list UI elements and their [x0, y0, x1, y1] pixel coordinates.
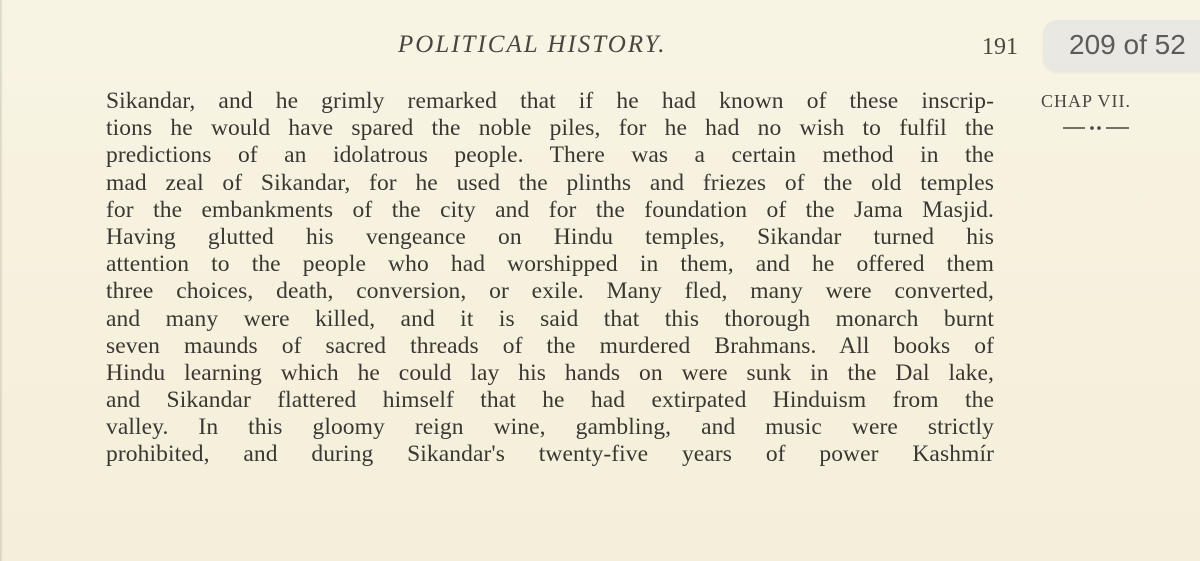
body-line: attention to the people who had worshipped in them, and he offered them: [106, 251, 994, 278]
body-line: for the embankments of the city and for the foundation of the Jama Masjid.: [106, 196, 994, 223]
page-edge-shadow: [0, 0, 3, 561]
body-line: valley. In this gloomy reign wine, gambling, and music were strictly: [106, 414, 994, 441]
chapter-margin-note: CHAP VII.: [1041, 91, 1132, 111]
page-indicator-overlay[interactable]: [1043, 20, 1200, 72]
body-line: seven maunds of sacred threads of the murdered Brahmans. All books of: [106, 332, 994, 359]
body-line: prohibited, and during Sikandar's twenty-five years of power Kashmír: [106, 441, 994, 468]
body-line: three choices, death, conversion, or exile. Many fled, many were converted,: [106, 278, 994, 305]
body-line: and many were killed, and it is said that this thorough monarch burnt: [106, 305, 994, 332]
body-line: mad zeal of Sikandar, for he used the plinths and friezes of the old temples: [106, 169, 994, 196]
page-indicator-text: 209 of 52: [1069, 29, 1186, 60]
body-line: Hindu learning which he could lay his hands on were sunk in the Dal lake,: [106, 359, 994, 386]
printed-page-number: 191: [982, 34, 1018, 60]
body-text: [106, 88, 994, 469]
running-title: POLITICAL HISTORY.: [398, 31, 667, 58]
body-line: tions he would have spared the noble piles, for he had no wish to fulfil the: [106, 115, 994, 142]
body-line: Sikandar, and he grimly remarked that if he had known of these inscrip-: [106, 88, 994, 114]
dash-dot-ornament-icon: [1061, 121, 1131, 135]
body-line: and Sikandar flattered himself that he had extirpated Hinduism from the: [106, 387, 994, 414]
body-line: predictions of an idolatrous people. There was a certain method in the: [106, 142, 994, 169]
body-line: Having glutted his vengeance on Hindu temples, Sikandar turned his: [106, 223, 994, 250]
